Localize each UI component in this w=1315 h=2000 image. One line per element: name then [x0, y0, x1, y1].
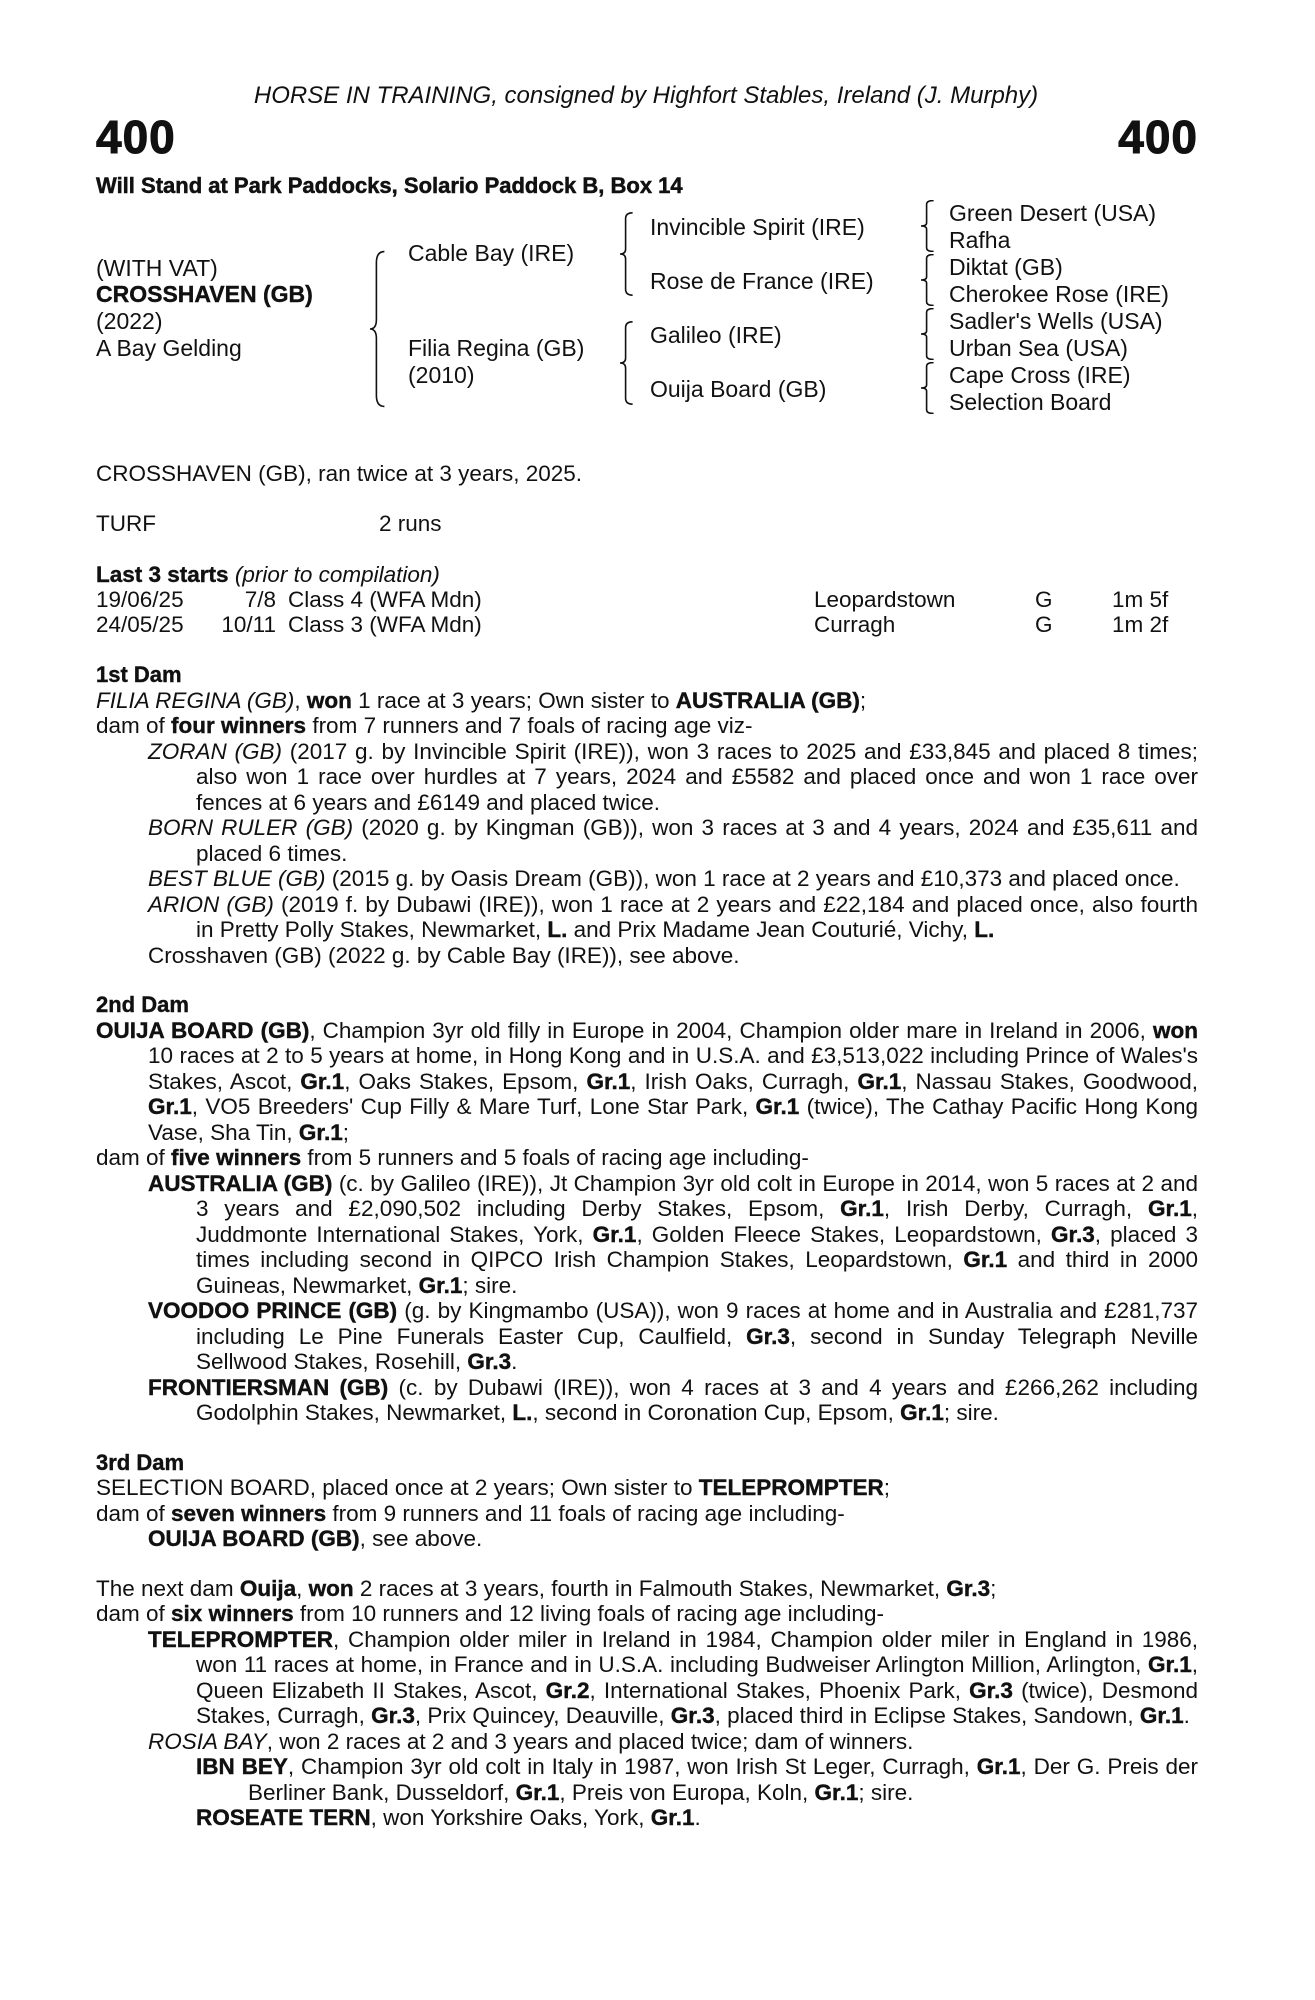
entry-text: dam of: [96, 1145, 172, 1170]
entry-text: .: [1183, 1703, 1190, 1728]
horse-name: CROSSHAVEN (GB): [96, 281, 313, 307]
entry-text: , second in Sunday Telegraph Neville Sellwood Stakes, Rosehill,: [196, 1323, 1199, 1374]
brace-icon: [921, 254, 935, 306]
ancestor: Rafha: [949, 227, 1011, 253]
entry-bold-text: Gr.1: [418, 1272, 463, 1298]
produce-entry: [96, 713, 1198, 739]
entry-text: (twice), Desmond Stakes, Curragh,: [196, 1677, 1199, 1728]
entry-text: from 5 runners and 5 foals of racing age including-: [301, 1145, 809, 1170]
entry-bold-text: Gr.1: [592, 1221, 637, 1247]
entry-bold-text: L.: [974, 917, 995, 942]
entry-bold-text: AUSTRALIA (GB): [148, 1170, 333, 1196]
produce-entry: [96, 1018, 1198, 1146]
entry-text: (c. by Dubawi (IRE)), won 4 races at 3 and 4 years and £266,262 including Godolphin Stakes, Newmarket,: [196, 1374, 1198, 1425]
ancestor: Green Desert (USA): [949, 200, 1157, 226]
brace-icon: [921, 200, 935, 252]
entry-bold-text: IBN BEY: [196, 1754, 288, 1779]
entry-bold-text: Gr.3: [670, 1703, 715, 1728]
start-date: 24/05/25: [96, 612, 184, 637]
entry-text: ;: [859, 687, 867, 713]
entry-text: dam of: [96, 1601, 172, 1626]
start-venue: Leopardstown: [814, 587, 956, 612]
dam-name: Filia Regina (GB): [408, 335, 585, 361]
entry-bold-text: Gr.1: [586, 1068, 631, 1094]
entry-text: SELECTION BOARD, placed once at 2 years; Own sister to: [96, 1475, 699, 1500]
entry-italic-text: FILIA REGINA (GB): [96, 687, 295, 713]
entry-bold-text: won: [1153, 1017, 1199, 1043]
entry-bold-text: FRONTIERSMAN (GB): [148, 1374, 389, 1400]
entry-text: , Champion 3yr old colt in Italy in 1987, won Irish St Leger, Curragh,: [287, 1754, 977, 1779]
entry-text: , International Stakes, Phoenix Park,: [589, 1677, 970, 1703]
entry-text: dam of: [96, 1500, 172, 1526]
dam-section: [96, 992, 1198, 1426]
lot-number-right: 400: [1118, 111, 1198, 163]
start-date: 19/06/25: [96, 587, 184, 612]
section-heading: 3rd Dam: [96, 1449, 185, 1475]
entry-text: , placed third in Eclipse Stakes, Sandown,: [714, 1703, 1140, 1728]
entry-text: (c. by Galileo (IRE)), Jt Champion 3yr old colt in Europe in 2014, won 5 races at 2 and 3 years and £2,090,502 including Derby Stakes, Epsom,: [196, 1170, 1198, 1221]
entry-bold-text: Gr.3: [371, 1703, 415, 1728]
produce-entry: [96, 892, 1198, 943]
dam-section: [96, 662, 1198, 968]
entry-text: ,: [294, 687, 307, 713]
start-distance: 1m 2f: [1112, 612, 1169, 637]
entry-text: , Oaks Stakes, Epsom,: [344, 1068, 587, 1094]
dam-section: [96, 1450, 1198, 1552]
entry-text: ;: [883, 1475, 891, 1500]
entry-text: The next dam: [96, 1575, 240, 1601]
produce-entry: [96, 1375, 1198, 1426]
entry-bold-text: six winners: [171, 1601, 294, 1626]
ancestor: Diktat (GB): [949, 254, 1063, 280]
entry-text: 1 race at 3 years; Own sister to: [351, 687, 676, 713]
entry-text: , Preis von Europa, Koln,: [559, 1779, 815, 1805]
entry-bold-text: Gr.1: [976, 1754, 1021, 1779]
start-position: 10/11: [221, 612, 276, 637]
consignment-line: HORSE IN TRAINING, consigned by Highfort Stables, Ireland (J. Murphy): [253, 82, 1039, 109]
start-distance: 1m 5f: [1112, 587, 1169, 612]
entry-text: ; sire.: [943, 1400, 999, 1425]
start-position: 7/8: [244, 587, 276, 612]
produce-entry: [96, 1298, 1198, 1375]
grandsire-dam: Galileo (IRE): [650, 322, 782, 348]
entry-bold-text: Gr.2: [545, 1677, 590, 1703]
entry-bold-text: Gr.1: [298, 1119, 343, 1145]
entry-italic-text: ARION (GB): [148, 891, 274, 917]
entry-bold-text: Gr.1: [755, 1094, 800, 1119]
entry-text: and third in 2000 Guineas, Newmarket,: [196, 1247, 1198, 1298]
entry-text: from 10 runners and 12 living foals of racing age including-: [293, 1601, 884, 1626]
entry-text: , see above.: [359, 1526, 483, 1551]
entry-bold-text: Gr.3: [746, 1323, 790, 1349]
entry-bold-text: five winners: [171, 1145, 302, 1170]
entry-text: , Prix Quincey, Deauville,: [414, 1703, 671, 1728]
entry-text: , Irish Derby, Curragh,: [883, 1196, 1148, 1221]
produce-entry: [96, 1805, 1198, 1831]
entry-text: (2020 g. by Kingman (GB)), won 3 races at 3 and 4 years, 2024 and £35,611 and placed 6 times.: [196, 815, 1198, 866]
entry-text: from 7 runners and 7 foals of racing age viz-: [306, 713, 753, 738]
produce-entry: [96, 866, 1198, 892]
entry-bold-text: ROSEATE TERN: [196, 1805, 371, 1830]
entry-bold-text: Gr.1: [148, 1094, 192, 1119]
lot-number-left: 400: [96, 111, 176, 163]
entry-text: , VO5 Breeders' Cup Filly & Mare Turf, Lone Star Park,: [191, 1094, 756, 1119]
entry-bold-text: Gr.1: [814, 1779, 859, 1805]
ancestor: Sadler's Wells (USA): [949, 308, 1163, 334]
last-starts-heading: [96, 562, 440, 588]
entry-bold-text: Gr.1: [840, 1196, 884, 1221]
entry-text: (twice), The Cathay Pacific Hong Kong Vase, Sha Tin,: [148, 1094, 1198, 1145]
last-starts-title: Last 3 starts: [96, 562, 229, 587]
entry-text: , Juddmonte International Stakes, York,: [196, 1196, 1198, 1247]
start-race: Class 4 (WFA Mdn): [288, 587, 482, 612]
entry-text: ;: [990, 1575, 997, 1601]
entry-text: Crosshaven (GB) (2022 g. by Cable Bay (IRE)), see above.: [148, 942, 740, 968]
start-race: Class 3 (WFA Mdn): [288, 612, 482, 637]
stabling-location: Will Stand at Park Paddocks, Solario Paddock B, Box 14: [96, 173, 683, 198]
entry-bold-text: Gr.3: [946, 1575, 991, 1601]
entry-bold-text: L.: [512, 1400, 533, 1425]
entry-italic-text: ROSIA BAY: [148, 1728, 267, 1754]
produce-record: [96, 662, 1198, 1855]
entry-bold-text: OUIJA BOARD (GB): [148, 1526, 360, 1551]
entry-bold-text: Gr.1: [1139, 1703, 1184, 1728]
entry-bold-text: Ouija: [239, 1575, 297, 1601]
entry-text: , Der G. Preis der Berliner Bank, Dusseldorf,: [248, 1754, 1198, 1805]
entry-text: , placed 3 times including second in QIPCO Irish Champion Stakes, Leopardstown,: [196, 1221, 1198, 1272]
brace-icon: [620, 321, 634, 405]
start-venue: Curragh: [814, 612, 896, 637]
produce-entry: [96, 1501, 1198, 1527]
start-going: G: [1035, 587, 1053, 612]
entry-text: dam of: [96, 713, 172, 738]
entry-text: and Prix Madame Jean Couturié, Vichy,: [567, 917, 975, 942]
entry-text: , second in Coronation Cup, Epsom,: [532, 1400, 901, 1425]
produce-entry: [96, 1627, 1198, 1729]
produce-entry: [96, 1145, 1198, 1171]
produce-entry: [96, 1475, 1198, 1501]
entry-bold-text: Gr.1: [963, 1247, 1008, 1272]
entry-bold-text: Gr.1: [857, 1068, 902, 1094]
dam-year: (2010): [408, 362, 475, 388]
race-summary: CROSSHAVEN (GB), ran twice at 3 years, 2025.: [96, 461, 583, 486]
entry-bold-text: Gr.1: [900, 1400, 944, 1425]
entry-text: 10 races at 2 to 5 years at home, in Hong Kong and in U.S.A. and £3,513,022 including Prince of Wales's Stakes, Ascot,: [148, 1043, 1198, 1094]
entry-bold-text: four winners: [171, 713, 307, 738]
entry-bold-text: Gr.1: [650, 1805, 695, 1830]
entry-text: (g. by Kingmambo (USA)), won 9 races at home and in Australia and £281,737 including Le Pine Funerals Easter Cup, Caulfield,: [196, 1298, 1199, 1349]
ancestor: Selection Board: [949, 389, 1112, 415]
produce-entry: [96, 688, 1198, 714]
entry-text: .: [694, 1805, 701, 1830]
entry-text: , won Yorkshire Oaks, York,: [370, 1805, 651, 1830]
entry-text: ,: [296, 1575, 309, 1601]
entry-text: (2017 g. by Invincible Spirit (IRE)), won 3 races to 2025 and £33,845 and placed 8 times; also won 1 race over hurdles at 7 years, 2024 and £5582 and placed once and won 1 race over fences at 6 years and £6149 and placed twice.: [196, 738, 1198, 815]
horse-description: A Bay Gelding: [96, 335, 242, 361]
entry-italic-text: ZORAN (GB): [148, 738, 282, 764]
entry-text: 2 races at 3 years, fourth in Falmouth Stakes, Newmarket,: [353, 1575, 947, 1601]
entry-text: (2015 g. by Oasis Dream (GB)), won 1 race at 2 years and £10,373 and placed once.: [325, 866, 1180, 891]
produce-entry: [96, 1171, 1198, 1299]
section-heading: 1st Dam: [96, 662, 182, 687]
entry-bold-text: won: [308, 1575, 354, 1601]
ancestor: Urban Sea (USA): [949, 335, 1128, 361]
granddam-dam: Ouija Board (GB): [650, 376, 827, 402]
entry-bold-text: Gr.1: [515, 1779, 560, 1805]
entry-bold-text: Gr.1: [1147, 1652, 1192, 1677]
produce-entry: [96, 815, 1198, 866]
ancestor: Cherokee Rose (IRE): [949, 281, 1169, 307]
produce-entry: [96, 739, 1198, 816]
ancestor: Cape Cross (IRE): [949, 362, 1131, 388]
produce-entry: [96, 1576, 1198, 1602]
start-going: G: [1035, 612, 1053, 637]
entry-bold-text: Gr.1: [300, 1068, 345, 1094]
brace-icon: [921, 308, 935, 360]
entry-text: , Golden Fleece Stakes, Leopardstown,: [636, 1221, 1051, 1247]
entry-bold-text: TELEPROMPTER: [148, 1626, 334, 1652]
produce-entry: [96, 1526, 1198, 1552]
grandsire-sire: Invincible Spirit (IRE): [650, 214, 865, 240]
entry-text: , Nassau Stakes, Goodwood,: [901, 1068, 1198, 1094]
produce-entry: [96, 1754, 1198, 1805]
last-starts-note: (prior to compilation): [234, 562, 440, 587]
surface-runs: 2 runs: [379, 511, 442, 536]
entry-bold-text: TELEPROMPTER: [698, 1475, 884, 1500]
granddam-sire: Rose de France (IRE): [650, 268, 874, 294]
horse-year: (2022): [96, 308, 163, 334]
entry-text: ; sire.: [858, 1779, 914, 1805]
brace-icon: [620, 212, 634, 296]
entry-bold-text: VOODOO PRINCE (GB): [148, 1298, 398, 1323]
entry-bold-text: L.: [547, 917, 568, 942]
entry-bold-text: AUSTRALIA (GB): [675, 687, 860, 713]
entry-italic-text: BEST BLUE (GB): [148, 866, 326, 891]
entry-text: , Champion 3yr old filly in Europe in 2004, Champion older mare in Ireland in 2006,: [309, 1017, 1154, 1043]
surface-label: TURF: [96, 511, 156, 536]
entry-bold-text: OUIJA BOARD (GB): [96, 1017, 310, 1043]
entry-bold-text: Gr.3: [1050, 1221, 1095, 1247]
entry-text: from 9 runners and 11 foals of racing age including-: [326, 1500, 845, 1526]
produce-entry: [96, 1729, 1198, 1755]
entry-text: , Queen Elizabeth II Stakes, Ascot,: [196, 1652, 1198, 1703]
produce-entry: [96, 943, 1198, 969]
entry-text: , Irish Oaks, Curragh,: [630, 1068, 858, 1094]
section-heading: 2nd Dam: [96, 992, 189, 1017]
brace-icon: [921, 362, 935, 414]
entry-bold-text: Gr.1: [1147, 1196, 1192, 1221]
produce-entry: [96, 1601, 1198, 1627]
entry-text: ;: [342, 1119, 349, 1145]
entry-bold-text: Gr.3: [467, 1349, 512, 1374]
entry-text: , Champion older miler in Ireland in 1984, Champion older miler in England in 1986, won 11 races at home, in France and in U.S.A. including Budweiser Arlington Million, Arlington,: [196, 1626, 1198, 1677]
entry-bold-text: won: [306, 687, 352, 713]
brace-icon: [370, 250, 386, 408]
entry-text: ; sire.: [462, 1272, 518, 1298]
dam-section: [96, 1576, 1198, 1831]
entry-text: .: [511, 1349, 518, 1374]
vat-label: (WITH VAT): [96, 255, 218, 281]
entry-bold-text: seven winners: [171, 1500, 327, 1526]
sire-name: Cable Bay (IRE): [408, 240, 575, 266]
entry-text: (2019 f. by Dubawi (IRE)), won 1 race at 2 years and £22,184 and placed once, also fourth in Pretty Polly Stakes, Newmarket,: [196, 891, 1198, 942]
entry-bold-text: Gr.3: [969, 1677, 1013, 1703]
entry-italic-text: BORN RULER (GB): [148, 815, 354, 840]
entry-text: , won 2 races at 2 and 3 years and placed twice; dam of winners.: [266, 1728, 914, 1754]
